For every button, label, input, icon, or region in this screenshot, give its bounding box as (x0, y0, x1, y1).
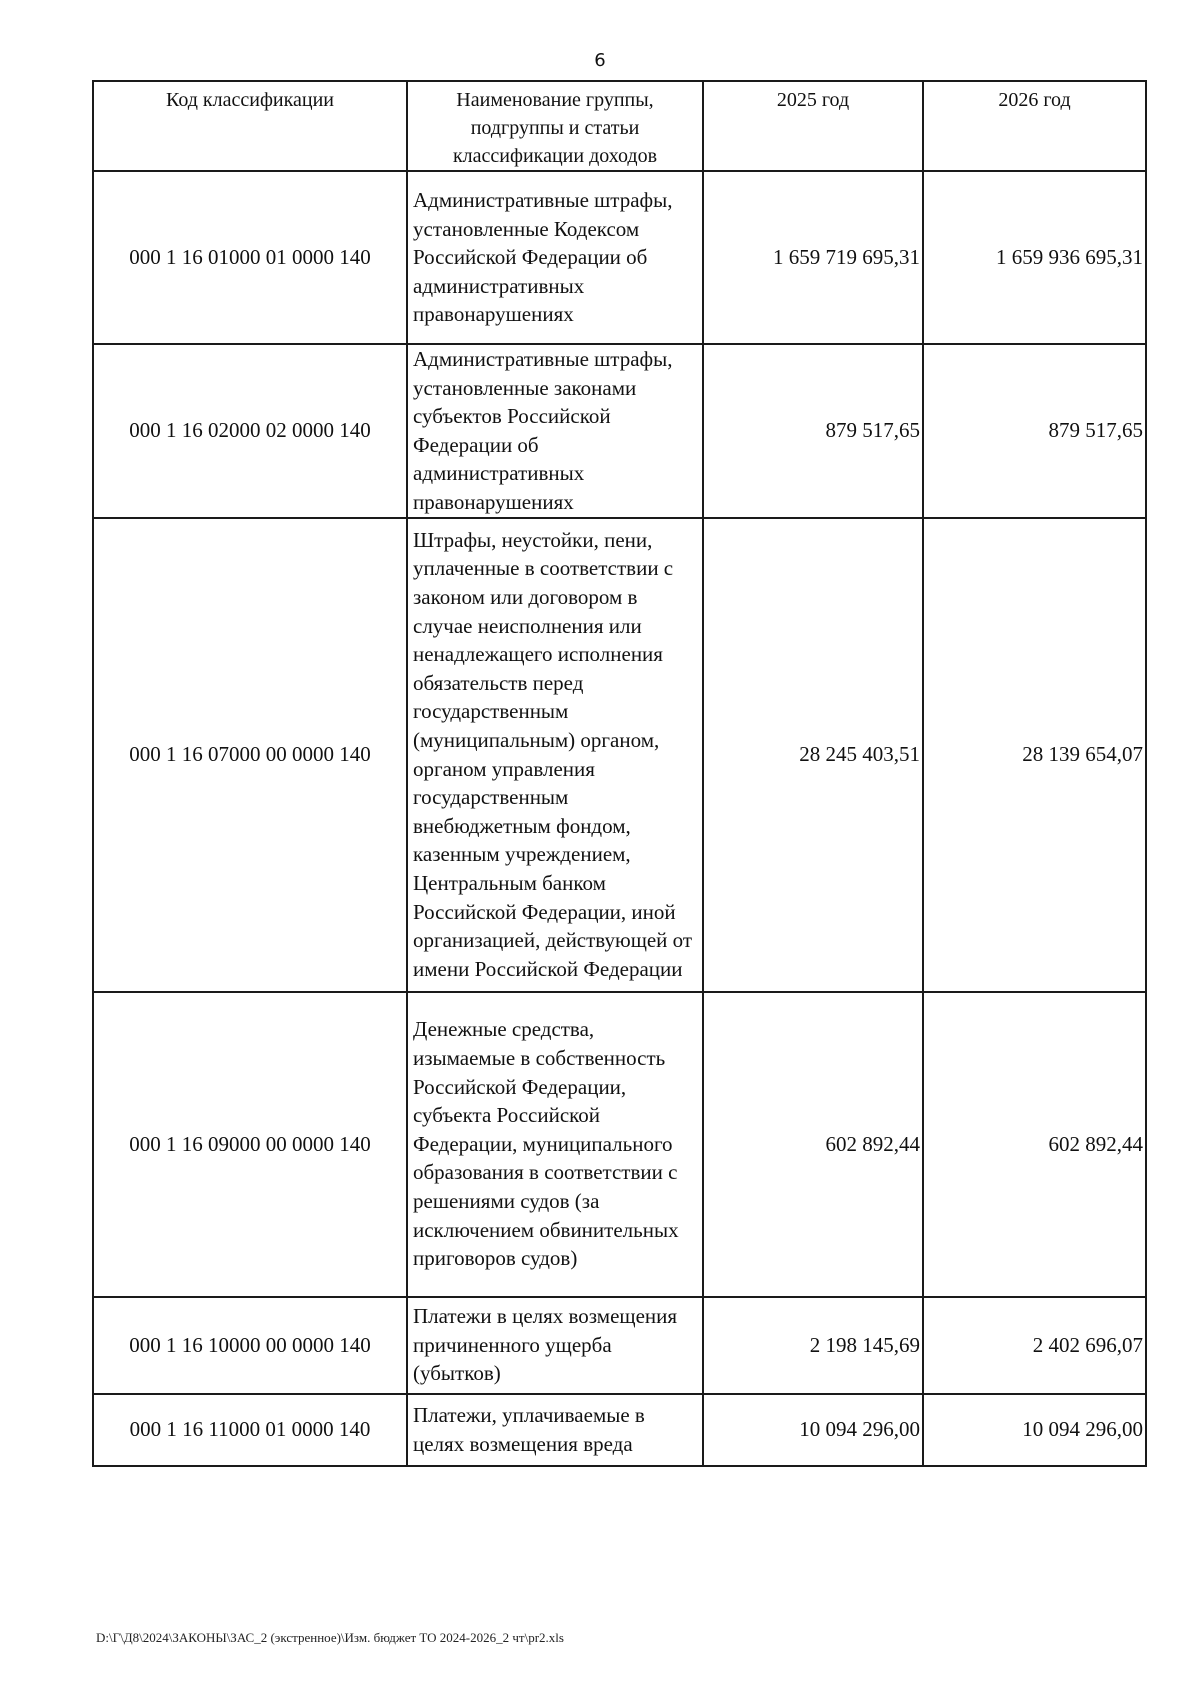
row-value-2025: 2 198 145,69 (703, 1297, 923, 1394)
table-header-row (93, 81, 1146, 171)
table-row (93, 992, 1146, 1297)
table-row (93, 1297, 1146, 1394)
row-value-2026: 10 094 296,00 (923, 1394, 1146, 1466)
row-value-2025: 28 245 403,51 (703, 518, 923, 992)
income-classification-table (92, 80, 1147, 1467)
row-code: 000 1 16 10000 00 0000 140 (93, 1297, 407, 1394)
row-value-2025: 879 517,65 (703, 344, 923, 518)
file-path-footer: D:\Г\Д8\2024\ЗАКОНЫ\ЗАС_2 (экстренное)\Изм. бюджет ТО 2024-2026_2 чт\pr2.xls (96, 1630, 564, 1645)
header-year-2025: 2025 год (703, 81, 923, 171)
table-row (93, 344, 1146, 518)
table-row (93, 1394, 1146, 1466)
row-name: Платежи в целях возмещения причиненного ущерба (убытков) (407, 1297, 703, 1394)
row-value-2026: 2 402 696,07 (923, 1297, 1146, 1394)
row-value-2026: 602 892,44 (923, 992, 1146, 1297)
row-code: 000 1 16 09000 00 0000 140 (93, 992, 407, 1297)
row-value-2025: 10 094 296,00 (703, 1394, 923, 1466)
row-code: 000 1 16 02000 02 0000 140 (93, 344, 407, 518)
row-name: Административные штрафы, установленные Кодексом Российской Федерации об административных правонарушениях (407, 171, 703, 344)
row-value-2025: 1 659 719 695,31 (703, 171, 923, 344)
table-row (93, 171, 1146, 344)
row-value-2026: 879 517,65 (923, 344, 1146, 518)
page-number: 6 (594, 50, 606, 71)
table-row (93, 518, 1146, 992)
row-name: Административные штрафы, установленные законами субъектов Российской Федерации об административных правонарушениях (407, 344, 703, 518)
row-value-2025: 602 892,44 (703, 992, 923, 1297)
header-name: Наименование группы, подгруппы и статьи классификации доходов (407, 81, 703, 171)
row-code: 000 1 16 07000 00 0000 140 (93, 518, 407, 992)
row-code: 000 1 16 11000 01 0000 140 (93, 1394, 407, 1466)
row-name: Платежи, уплачиваемые в целях возмещения вреда (407, 1394, 703, 1466)
header-code: Код классификации (93, 81, 407, 171)
row-value-2026: 1 659 936 695,31 (923, 171, 1146, 344)
row-code: 000 1 16 01000 01 0000 140 (93, 171, 407, 344)
row-name: Штрафы, неустойки, пени, уплаченные в соответствии с законом или договором в случае неисполнения или ненадлежащего исполнения обязательств перед государственным (муниципальным) органом, органом управления государственным внебюджетным фондом, казенным учреждением, Центральным банком Российской Федерации, иной организацией, действующей от имени Российской Федерации (407, 518, 703, 992)
row-name: Денежные средства, изымаемые в собственность Российской Федерации, субъекта Российской Федерации, муниципального образования в соответствии с решениями судов (за исключением обвинительных приговоров судов) (407, 992, 703, 1297)
header-year-2026: 2026 год (923, 81, 1146, 171)
row-value-2026: 28 139 654,07 (923, 518, 1146, 992)
